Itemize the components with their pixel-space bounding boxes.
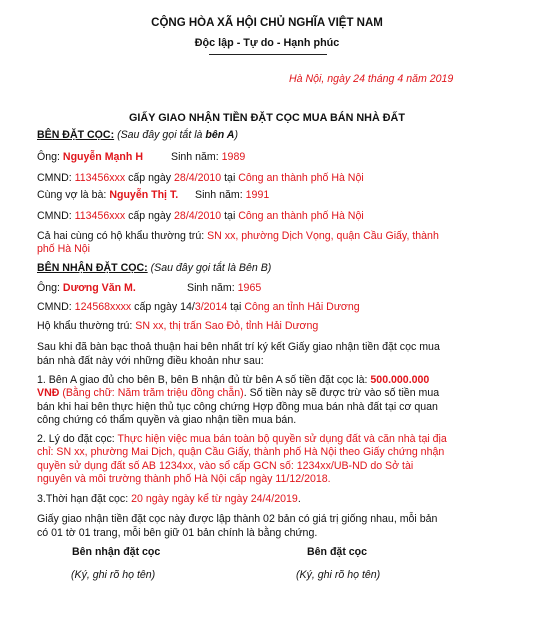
address-value: SN xx, phường Dịch Vọng, quận Cầu Giấy, thành — [207, 230, 439, 242]
motto: Độc lập - Tự do - Hạnh phúc — [194, 37, 340, 49]
person-name: Dương Văn M. — [62, 282, 136, 294]
party-a-person1-born — [171, 151, 245, 164]
clause2-line4: nguyên và môi trường thành phố Hà Nội cấp ngày 11/12/2018. — [37, 473, 331, 485]
clause1-text: . Số tiền này sẽ được trừ vào số tiền mua — [243, 387, 440, 399]
party-b-heading-line — [37, 262, 271, 275]
closing-line-2: có 01 tờ 01 trang, mỗi bên giữ 01 bản chính là bằng chứng. — [37, 527, 318, 539]
deposit-term: 20 ngày ngày kể từ ngày 24/4/2019 — [131, 493, 298, 505]
party-a-person1-id — [37, 172, 364, 185]
person2-born-label: Sinh năm: — [195, 189, 246, 201]
clause1-line4: công chứng có thẩm quyền và giao nhận tiền mua bán. — [37, 414, 297, 426]
party-a-note-bold: bên A — [205, 129, 235, 141]
motto-underline — [209, 54, 327, 55]
person-label: Ông: — [37, 282, 63, 294]
id-number: 113456xxx — [74, 210, 126, 222]
intro-line-2: bán nhà đất này với những điều khoản như sau: — [37, 355, 264, 367]
id-label: CMND: — [37, 172, 75, 184]
clause2-line1 — [37, 433, 447, 446]
party-a-person2 — [37, 189, 178, 202]
id-label: CMND: — [37, 210, 75, 222]
clause3-line — [37, 493, 301, 506]
address-label: Cả hai cùng có hộ khẩu thường trú: — [37, 230, 208, 242]
issuing-office: Công an tỉnh Hải Dương — [244, 301, 360, 313]
issued-label: cấp ngày 14/ — [131, 301, 195, 313]
at-label: tại — [221, 172, 239, 184]
signature-right-title: Bên đặt cọc — [307, 546, 368, 558]
party-a-address-line1 — [37, 230, 439, 243]
party-a-address-line2: phố Hà Nội — [37, 243, 90, 255]
person1-name: Nguyễn Mạnh H — [62, 151, 143, 163]
intro-line-1: Sau khi đã bàn bạc thoả thuận hai bên nhất trí ký kết Giấy giao nhận tiền đặt cọc mua — [37, 341, 440, 353]
party-a-heading: BÊN ĐẶT CỌC: — [37, 129, 115, 141]
party-b-id — [37, 301, 360, 314]
clause2-reason: Thực hiện việc mua bán toàn bộ quyền sử dụng đất và căn nhà tại địa — [117, 433, 447, 445]
clause3-end: . — [297, 493, 301, 505]
clause1-line3: bán khi hai bên thực hiện thủ tục công chứng Hợp đồng mua bán nhà đất tại cơ quan — [37, 401, 438, 413]
issuing-office: Công an thành phố Hà Nội — [238, 172, 364, 184]
party-b-note: (Sau đây gọi tắt là Bên B) — [150, 262, 272, 274]
id-label: CMND: — [37, 301, 75, 313]
clause2-line3: quyền sử dụng đất số AB 1234xx, vào sổ cấp GCN số: 1234xx/UB-ND do Sở tài — [37, 460, 414, 472]
place-date: Hà Nội, ngày 24 tháng 4 năm 2019 — [289, 73, 454, 85]
party-a-person1 — [37, 151, 143, 164]
closing-line-1: Giấy giao nhận tiền đặt cọc này được lập thành 02 bản có giá trị giống nhau, mỗi bản — [37, 513, 438, 525]
clause1-text: 1. Bên A giao đủ cho bên B, bên B nhận đủ từ bên A số tiền đặt cọc là: — [37, 374, 371, 386]
address-label: Hộ khẩu thường trú: — [37, 320, 136, 332]
party-a-person2-born — [195, 189, 269, 202]
party-b-person-born — [187, 282, 261, 295]
document-title: GIẤY GIAO NHẬN TIỀN ĐẶT CỌC MUA BÁN NHÀ ĐẤT — [129, 112, 405, 124]
deposit-currency: VNĐ — [37, 387, 60, 399]
party-a-heading-line — [37, 129, 238, 142]
person-born-label: Sinh năm: — [187, 282, 238, 294]
issued-label: cấp ngày — [125, 172, 175, 184]
party-b-address — [37, 320, 318, 333]
person-born: 1965 — [237, 282, 262, 294]
person1-born: 1989 — [221, 151, 246, 163]
party-b-person — [37, 282, 136, 295]
address-value: SN xx, thị trấn Sao Đỏ, tỉnh Hải Dương — [135, 320, 319, 332]
issued-date: 28/4/2010 — [174, 210, 222, 222]
issued-date: 28/4/2010 — [174, 172, 222, 184]
person1-born-label: Sinh năm: — [171, 151, 222, 163]
party-b-heading: BÊN NHẬN ĐẶT CỌC: — [37, 262, 148, 274]
party-a-person2-id — [37, 210, 364, 223]
party-a-note-post: ) — [234, 129, 238, 141]
person1-label: Ông: — [37, 151, 63, 163]
person2-label: Cùng vợ là bà: — [37, 189, 110, 201]
signature-left-note: (Ký, ghi rõ họ tên) — [71, 569, 156, 581]
party-a-note-pre: (Sau đây gọi tắt là — [117, 129, 206, 141]
issuing-office: Công an thành phố Hà Nội — [238, 210, 364, 222]
id-number: 124568xxxx — [74, 301, 132, 313]
signature-right-note: (Ký, ghi rõ họ tên) — [296, 569, 381, 581]
clause1-line2 — [37, 387, 439, 400]
issued-date: 3/2014 — [194, 301, 228, 313]
person2-born: 1991 — [245, 189, 270, 201]
at-label: tại — [221, 210, 239, 222]
issued-label: cấp ngày — [125, 210, 175, 222]
at-label: tại — [227, 301, 245, 313]
clause3-label: 3.Thời hạn đặt cọc: — [37, 493, 132, 505]
person2-name: Nguyễn Thị T. — [109, 189, 179, 201]
nation-heading: CỘNG HÒA XÃ HỘI CHỦ NGHĨA VIỆT NAM — [151, 17, 383, 29]
signature-left-title: Bên nhận đặt cọc — [72, 546, 161, 558]
deposit-amount: 500.000.000 — [370, 374, 430, 386]
id-number: 113456xxx — [74, 172, 126, 184]
deposit-in-words: (Bằng chữ: Năm trăm triệu đồng chẵn) — [59, 387, 244, 399]
clause1-line1 — [37, 374, 429, 387]
clause2-label: 2. Lý do đặt cọc: — [37, 433, 118, 445]
clause2-line2: chỉ: SN xx, phường Mai Dịch, quận Cầu Giấy, thành phố Hà Nội theo Giấy chứng nhận — [37, 446, 445, 458]
